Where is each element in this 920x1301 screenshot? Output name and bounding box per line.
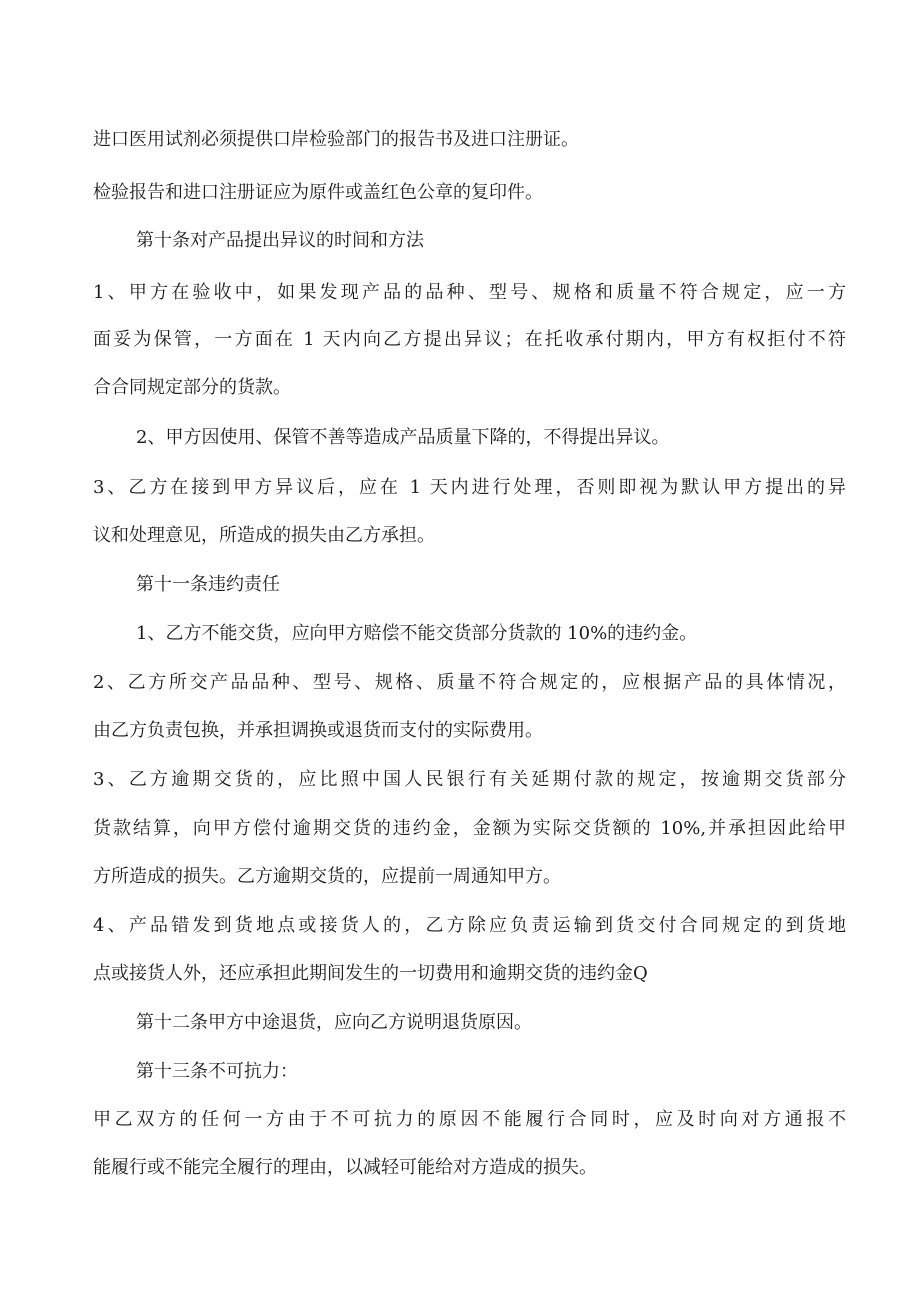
section-heading: 第十一条违约责任 xyxy=(136,574,280,595)
text-line: 点或接货人外，还应承担此期间发生的一切费用和逾期交货的违约金Q xyxy=(93,963,648,984)
text-line: 议和处理意见，所造成的损失由乙方承担。 xyxy=(93,525,435,546)
text-line: 合合同规定部分的货款。 xyxy=(93,377,291,398)
text-line: 由乙方负责包换，并承担调换或退货而支付的实际费用。 xyxy=(93,720,543,741)
text-line: 进口医用试剂必须提供口岸检验部门的报告书及进口注册证。 xyxy=(93,129,579,150)
section-heading: 第十二条甲方中途退货，应向乙方说明退货原因。 xyxy=(136,1012,532,1033)
text-line: 2、甲方因使用、保管不善等造成产品质量下降的，不得提出异议。 xyxy=(136,427,670,448)
text-line: 货款结算，向甲方偿付逾期交货的违约金，金额为实际交货额的 10%,并承担因此给甲 xyxy=(93,818,846,839)
text-line: 1、甲方在验收中，如果发现产品的品种、型号、规格和质量不符合规定，应一方 xyxy=(93,282,846,303)
text-line: 检验报告和进口注册证应为原件或盖红色公章的复印件。 xyxy=(93,182,543,203)
text-line: 3、乙方在接到甲方异议后，应在 1 天内进行处理，否则即视为默认甲方提出的异 xyxy=(93,477,846,498)
text-line: 甲乙双方的任何一方由于不可抗力的原因不能履行合同时，应及时向对方通报不 xyxy=(93,1109,846,1130)
text-line: 能履行或不能完全履行的理由，以减轻可能给对方造成的损失。 xyxy=(93,1157,597,1178)
text-line: 方所造成的损失。乙方逾期交货的，应提前一周通知甲方。 xyxy=(93,866,561,887)
text-line: 4、产品错发到货地点或接货人的，乙方除应负责运输到货交付合同规定的到货地 xyxy=(93,915,846,936)
text-line: 2、乙方所交产品品种、型号、规格、质量不符合规定的，应根据产品的具体情况， xyxy=(93,672,846,693)
section-heading: 第十条对产品提出异议的时间和方法 xyxy=(136,230,424,251)
text-line: 3、乙方逾期交货的，应比照中国人民银行有关延期付款的规定，按逾期交货部分 xyxy=(93,769,846,790)
text-line: 1、乙方不能交货，应向甲方赔偿不能交货部分货款的 10%的违约金。 xyxy=(136,623,698,644)
section-heading: 第十三条不可抗力： xyxy=(136,1061,298,1082)
text-line: 面妥为保管，一方面在 1 天内向乙方提出异议；在托收承付期内，甲方有权拒付不符 xyxy=(93,329,846,350)
